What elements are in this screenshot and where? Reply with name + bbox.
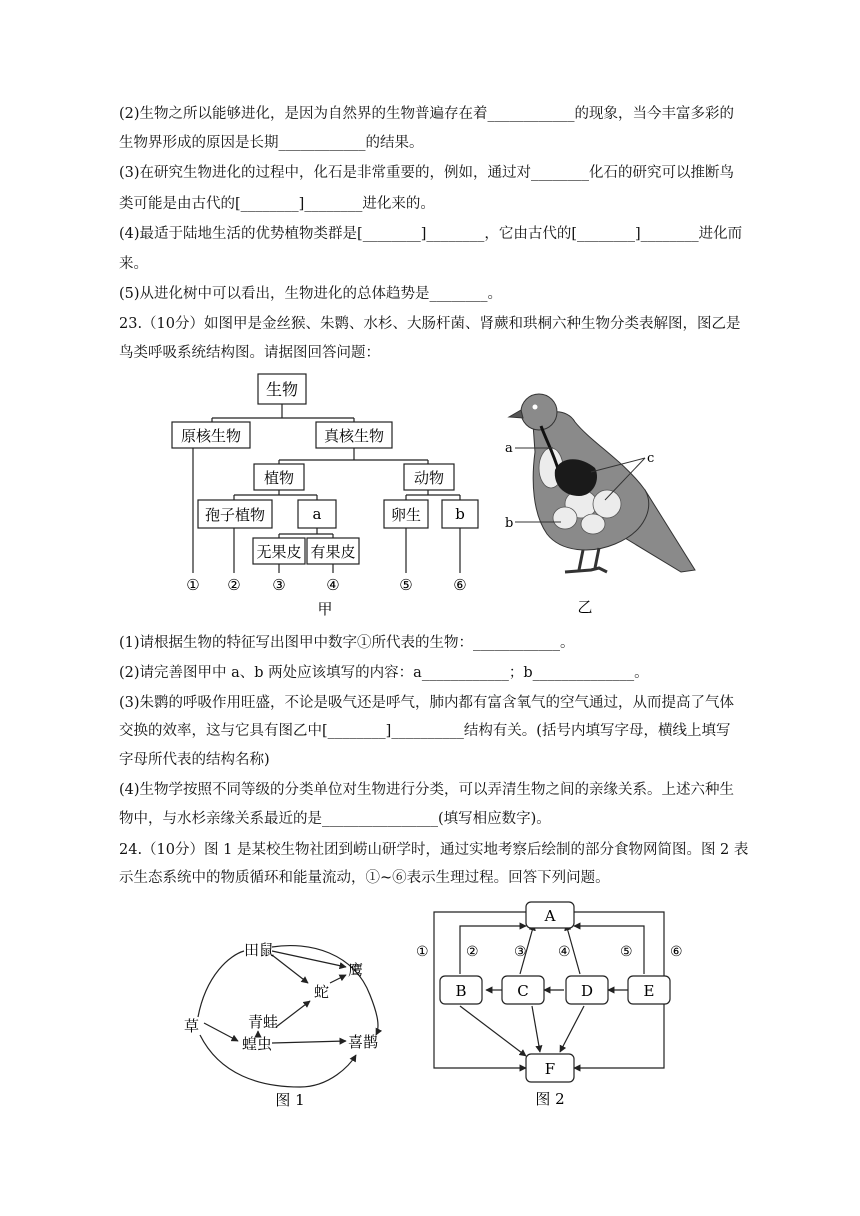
number-6: ⑥	[453, 576, 467, 594]
svg-text:原核生物: 原核生物	[180, 427, 242, 445]
process-3: ③	[514, 944, 527, 960]
q23-2: (2)请完善图甲中 a、b 两处应该填写的内容：a____________；b______________。	[119, 665, 649, 681]
figure-jia-caption: 甲	[317, 600, 333, 618]
box-E	[628, 976, 670, 1004]
svg-text:D: D	[580, 982, 594, 1000]
svg-text:动物: 动物	[413, 469, 445, 487]
bird-illustration	[509, 394, 695, 572]
node-prokaryote	[172, 422, 250, 448]
q23-4-line2: 物中，与水杉亲缘关系最近的是________________(填写相应数字)。	[119, 811, 551, 827]
number-5: ⑤	[399, 576, 413, 594]
label-a: a	[505, 441, 513, 456]
process-5: ⑤	[620, 944, 633, 960]
svg-text:植物: 植物	[263, 469, 295, 487]
svg-text:a: a	[312, 505, 322, 523]
svg-text:C: C	[517, 982, 529, 1000]
q23-stem-line1: 23.（10分）如图甲是金丝猴、朱鹮、水杉、大肠杆菌、肾蕨和珙桐六种生物分类表解图，图乙是	[119, 316, 741, 332]
svg-text:b: b	[455, 505, 465, 523]
q23-3-line1: (3)朱鹮的呼吸作用旺盛，不论是吸气还是呼气，肺内都有富含氧气的空气通过，从而提高了气体	[119, 695, 735, 711]
figure-2-cycle	[408, 900, 698, 1114]
q22-2-line1: (2)生物之所以能够进化，是因为自然界的生物普遍存在着____________的现象，当今丰富多彩的	[119, 106, 735, 122]
q23-1: (1)请根据生物的特征写出图甲中数字①所代表的生物：____________。	[119, 635, 575, 651]
svg-text:生物: 生物	[265, 380, 299, 399]
node-root	[258, 374, 306, 404]
q24-stem-line1: 24.（10分）图 1 是某校生物社团到崂山研学时，通过实地考察后绘制的部分食物网简图。图 2 表	[119, 842, 749, 858]
number-4: ④	[326, 576, 340, 594]
node-a	[298, 500, 336, 528]
box-C	[502, 976, 544, 1004]
node-oviparous	[384, 500, 428, 528]
label-c: c	[647, 451, 655, 466]
q23-3-line2: 交换的效率，这与它具有图乙中[________]__________结构有关。(括号内填写字母，横线上填写	[119, 723, 731, 739]
q22-3-line2: 类可能是由古代的[________]________进化来的。	[119, 196, 435, 212]
node-huangchong: 蝗虫	[242, 1035, 273, 1053]
q23-3-line3: 字母所代表的结构名称)	[119, 752, 270, 768]
process-6: ⑥	[670, 944, 683, 960]
process-1: ①	[416, 944, 429, 960]
svg-text:有果皮: 有果皮	[310, 543, 356, 561]
q23-4-line1: (4)生物学按照不同等级的分类单位对生物进行分类，可以弄清生物之间的亲缘关系。上述六种生	[119, 782, 735, 798]
box-F	[526, 1054, 574, 1082]
node-spore-plant	[198, 500, 272, 528]
figure-2-caption: 图 2	[535, 1090, 565, 1108]
number-1: ①	[186, 576, 200, 594]
node-plant	[254, 464, 304, 490]
figure-yi-caption: 乙	[577, 598, 593, 616]
svg-text:A: A	[544, 907, 556, 925]
figure-jia-classification-tree	[160, 368, 490, 618]
node-animal	[404, 464, 454, 490]
q23-stem-line2: 鸟类呼吸系统结构图。请据图回答问题：	[119, 345, 380, 361]
node-xique: 喜鹊	[348, 1033, 379, 1051]
q22-3-line1: (3)在研究生物进化的过程中，化石是非常重要的，例如，通过对________化石的研究可以推断鸟	[119, 165, 735, 181]
figure-yi-bird-respiratory	[495, 372, 705, 622]
label-b: b	[505, 516, 514, 531]
node-eukaryote	[316, 422, 392, 448]
svg-text:孢子植物: 孢子植物	[204, 506, 266, 524]
q22-4-line1: (4)最适于陆地生活的优势植物类群是[________]________，它由古代的[________]________进化而	[119, 226, 743, 242]
node-b	[442, 500, 478, 528]
process-4: ④	[558, 944, 571, 960]
figure-1-food-web	[170, 925, 410, 1115]
node-ying: 鹰	[348, 961, 364, 979]
svg-text:B: B	[455, 982, 467, 1000]
node-pericarp	[307, 538, 359, 564]
box-A	[526, 902, 574, 928]
svg-text:F: F	[544, 1060, 556, 1078]
q22-4-line2: 来。	[119, 256, 148, 272]
process-2: ②	[466, 944, 479, 960]
node-cao: 草	[184, 1017, 200, 1035]
svg-text:E: E	[643, 982, 655, 1000]
node-she: 蛇	[314, 983, 330, 1001]
node-tianshu: 田鼠	[244, 941, 275, 959]
q22-5: (5)从进化树中可以看出，生物进化的总体趋势是________。	[119, 286, 503, 302]
number-2: ②	[227, 576, 241, 594]
node-qingwa: 青蛙	[248, 1013, 279, 1031]
q24-stem-line2: 示生态系统中的物质循环和能量流动，①~⑥表示生理过程。回答下列问题。	[119, 870, 610, 886]
box-D	[566, 976, 608, 1004]
node-no-pericarp	[253, 538, 305, 564]
svg-text:无果皮: 无果皮	[256, 543, 302, 561]
svg-text:卵生: 卵生	[390, 506, 422, 524]
svg-text:真核生物: 真核生物	[323, 427, 385, 445]
box-B	[440, 976, 482, 1004]
q22-2-line2: 生物界形成的原因是长期____________的结果。	[119, 135, 424, 151]
number-3: ③	[272, 576, 286, 594]
figure-1-caption: 图 1	[275, 1091, 305, 1109]
